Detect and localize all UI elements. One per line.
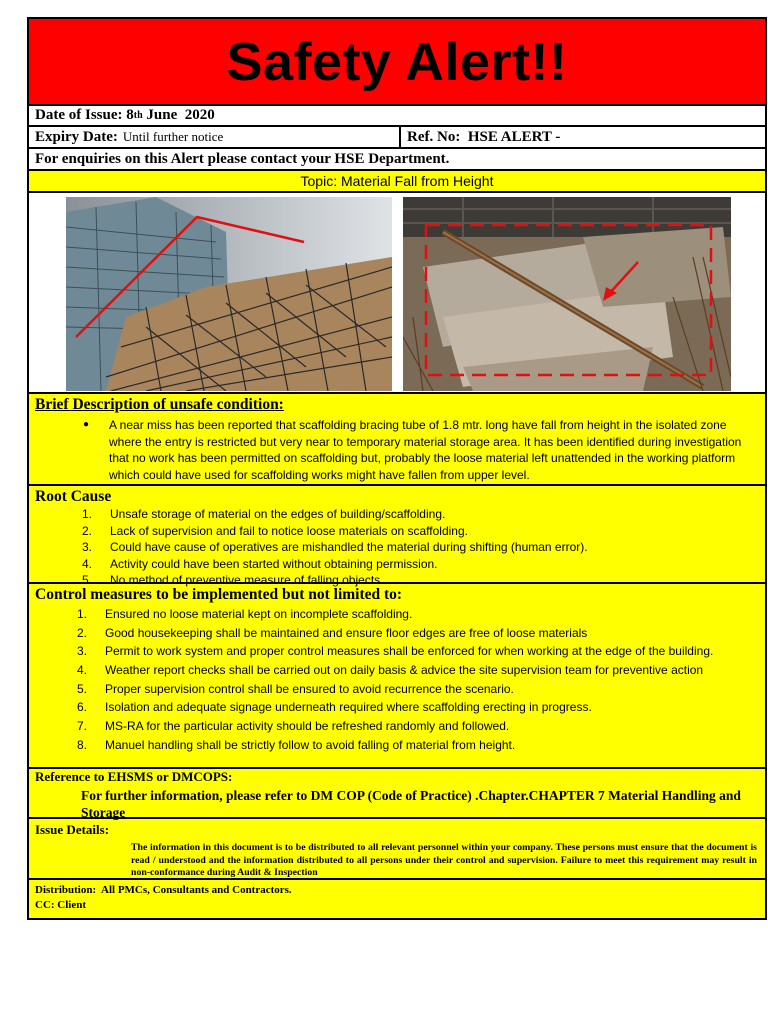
item-number: 6. <box>77 700 88 715</box>
list-item <box>77 681 765 698</box>
item-text: Ensured no loose material kept on incomplete scaffolding. <box>105 607 413 621</box>
alert-title: Safety Alert!! <box>226 31 568 92</box>
expiry-value: Until further notice <box>122 129 224 144</box>
item-number: 5. <box>77 681 88 696</box>
bullet-icon: ● <box>83 419 90 430</box>
item-text: Good housekeeping shall be maintained and ensure floor edges are free of loose materials <box>105 625 588 640</box>
fallen-material-photo <box>403 197 731 391</box>
expiry-label: Expiry Date: <box>35 128 118 145</box>
control-measures-section <box>29 584 765 769</box>
list-item <box>82 523 765 540</box>
root-cause-section <box>29 486 765 587</box>
item-text: Unsafe storage of material on the edges of building/scaffolding. <box>110 507 446 521</box>
item-number: 1. <box>77 607 88 621</box>
ref-label: Ref. No: HSE ALERT - <box>407 128 561 145</box>
item-text: Manuel handling shall be strictly follow to avoid falling of material from height. <box>105 737 516 752</box>
item-number: 4. <box>82 556 93 571</box>
item-number: 1. <box>82 507 93 521</box>
ref-cell <box>401 127 765 147</box>
item-number: 2. <box>82 523 93 538</box>
item-text: MS-RA for the particular activity should be refreshed randomly and followed. <box>105 719 510 734</box>
root-cause-title: Root Cause <box>35 488 112 505</box>
brief-text: A near miss has been reported that scaffolding bracing tube of 1.8 mtr. long have fall from height in the isolated zone where the entry is restricted but very near to temporary material storage area. It has been identified during investigation that no work has been permitted on scaffolding but, probably the loose material left unattended in the working platform which could have used for scaffolding works might have fallen from upper level. <box>109 418 742 482</box>
date-of-issue-row: Date of Issue: 8 th June 2020 <box>29 106 765 127</box>
brief-title: Brief Description of unsafe condition: <box>35 396 284 413</box>
root-cause-list <box>29 506 765 589</box>
photos-row <box>29 193 765 394</box>
date-rest: June 2020 <box>142 107 215 123</box>
item-number: 5. <box>82 573 93 587</box>
control-measures-list <box>29 604 765 754</box>
item-text: Proper supervision control shall be ensured to avoid recurrence the scenario. <box>105 681 514 696</box>
brief-bullet-item <box>29 414 765 483</box>
item-number: 3. <box>82 540 93 554</box>
topic-row <box>29 171 765 193</box>
date-label: Date of Issue: 8 <box>35 107 134 123</box>
issue-details-section <box>29 819 765 880</box>
expiry-ref-row <box>29 127 765 149</box>
list-item <box>82 506 765 523</box>
item-number: 3. <box>77 644 88 659</box>
item-number: 8. <box>77 737 88 752</box>
item-text: Isolation and adequate signage underneath required where scaffolding erecting in progress. <box>105 700 592 715</box>
item-text: Weather report checks shall be carried out on daily basis & advice the site supervision team for preventive action <box>105 663 704 678</box>
item-number: 2. <box>77 625 88 640</box>
item-text: Could have cause of operatives are mishandled the material during shifting (human error). <box>110 540 588 554</box>
list-item <box>77 625 765 642</box>
distribution-section <box>29 880 765 918</box>
list-item <box>82 556 765 573</box>
control-measures-title: Control measures to be implemented but not limited to: <box>35 586 403 603</box>
reference-title: Reference to EHSMS or DMCOPS: <box>35 769 233 784</box>
list-item <box>77 718 765 735</box>
enquiries-text: For enquiries on this Alert please contact your HSE Department. <box>35 150 450 167</box>
issue-details-title: Issue Details: <box>35 822 110 837</box>
item-text: Permit to work system and proper control measures shall be enforced for when working at the edge of the building. <box>105 644 714 659</box>
list-item <box>82 539 765 556</box>
item-number: 4. <box>77 663 88 678</box>
enquiries-row <box>29 149 765 171</box>
item-text: Lack of supervision and fail to notice loose materials on scaffolding. <box>110 523 468 538</box>
reference-body: For further information, please refer to DM COP (Code of Practice) .Chapter.CHAPTER 7 Material Handling and Storage <box>81 788 741 820</box>
list-item <box>77 699 765 716</box>
item-number: 7. <box>77 719 88 734</box>
expiry-cell <box>29 127 401 147</box>
distribution-line: Distribution: All PMCs, Consultants and Contractors. <box>35 884 292 896</box>
item-text: No method of preventive measure of falling objects. <box>110 573 384 587</box>
item-text: Activity could have been started without obtaining permission. <box>110 556 438 571</box>
alert-banner <box>29 19 765 106</box>
list-item <box>77 606 765 623</box>
list-item <box>77 737 765 754</box>
brief-description-section <box>29 394 765 486</box>
reference-section <box>29 769 765 819</box>
cc-line: CC: Client <box>35 899 87 911</box>
scaffolding-photo <box>66 197 392 391</box>
topic-text: Topic: Material Fall from Height <box>300 173 494 189</box>
safety-alert-sheet <box>27 17 767 920</box>
list-item <box>77 643 765 660</box>
issue-details-body: The information in this document is to be distributed to all relevant personnel within your company. These persons must ensure that the document is read / understood and the information distributed to all persons under their control and supervision. Failure to meet this requirement may result in non-conformance during Audit & Inspection <box>131 842 757 878</box>
list-item <box>77 662 765 679</box>
